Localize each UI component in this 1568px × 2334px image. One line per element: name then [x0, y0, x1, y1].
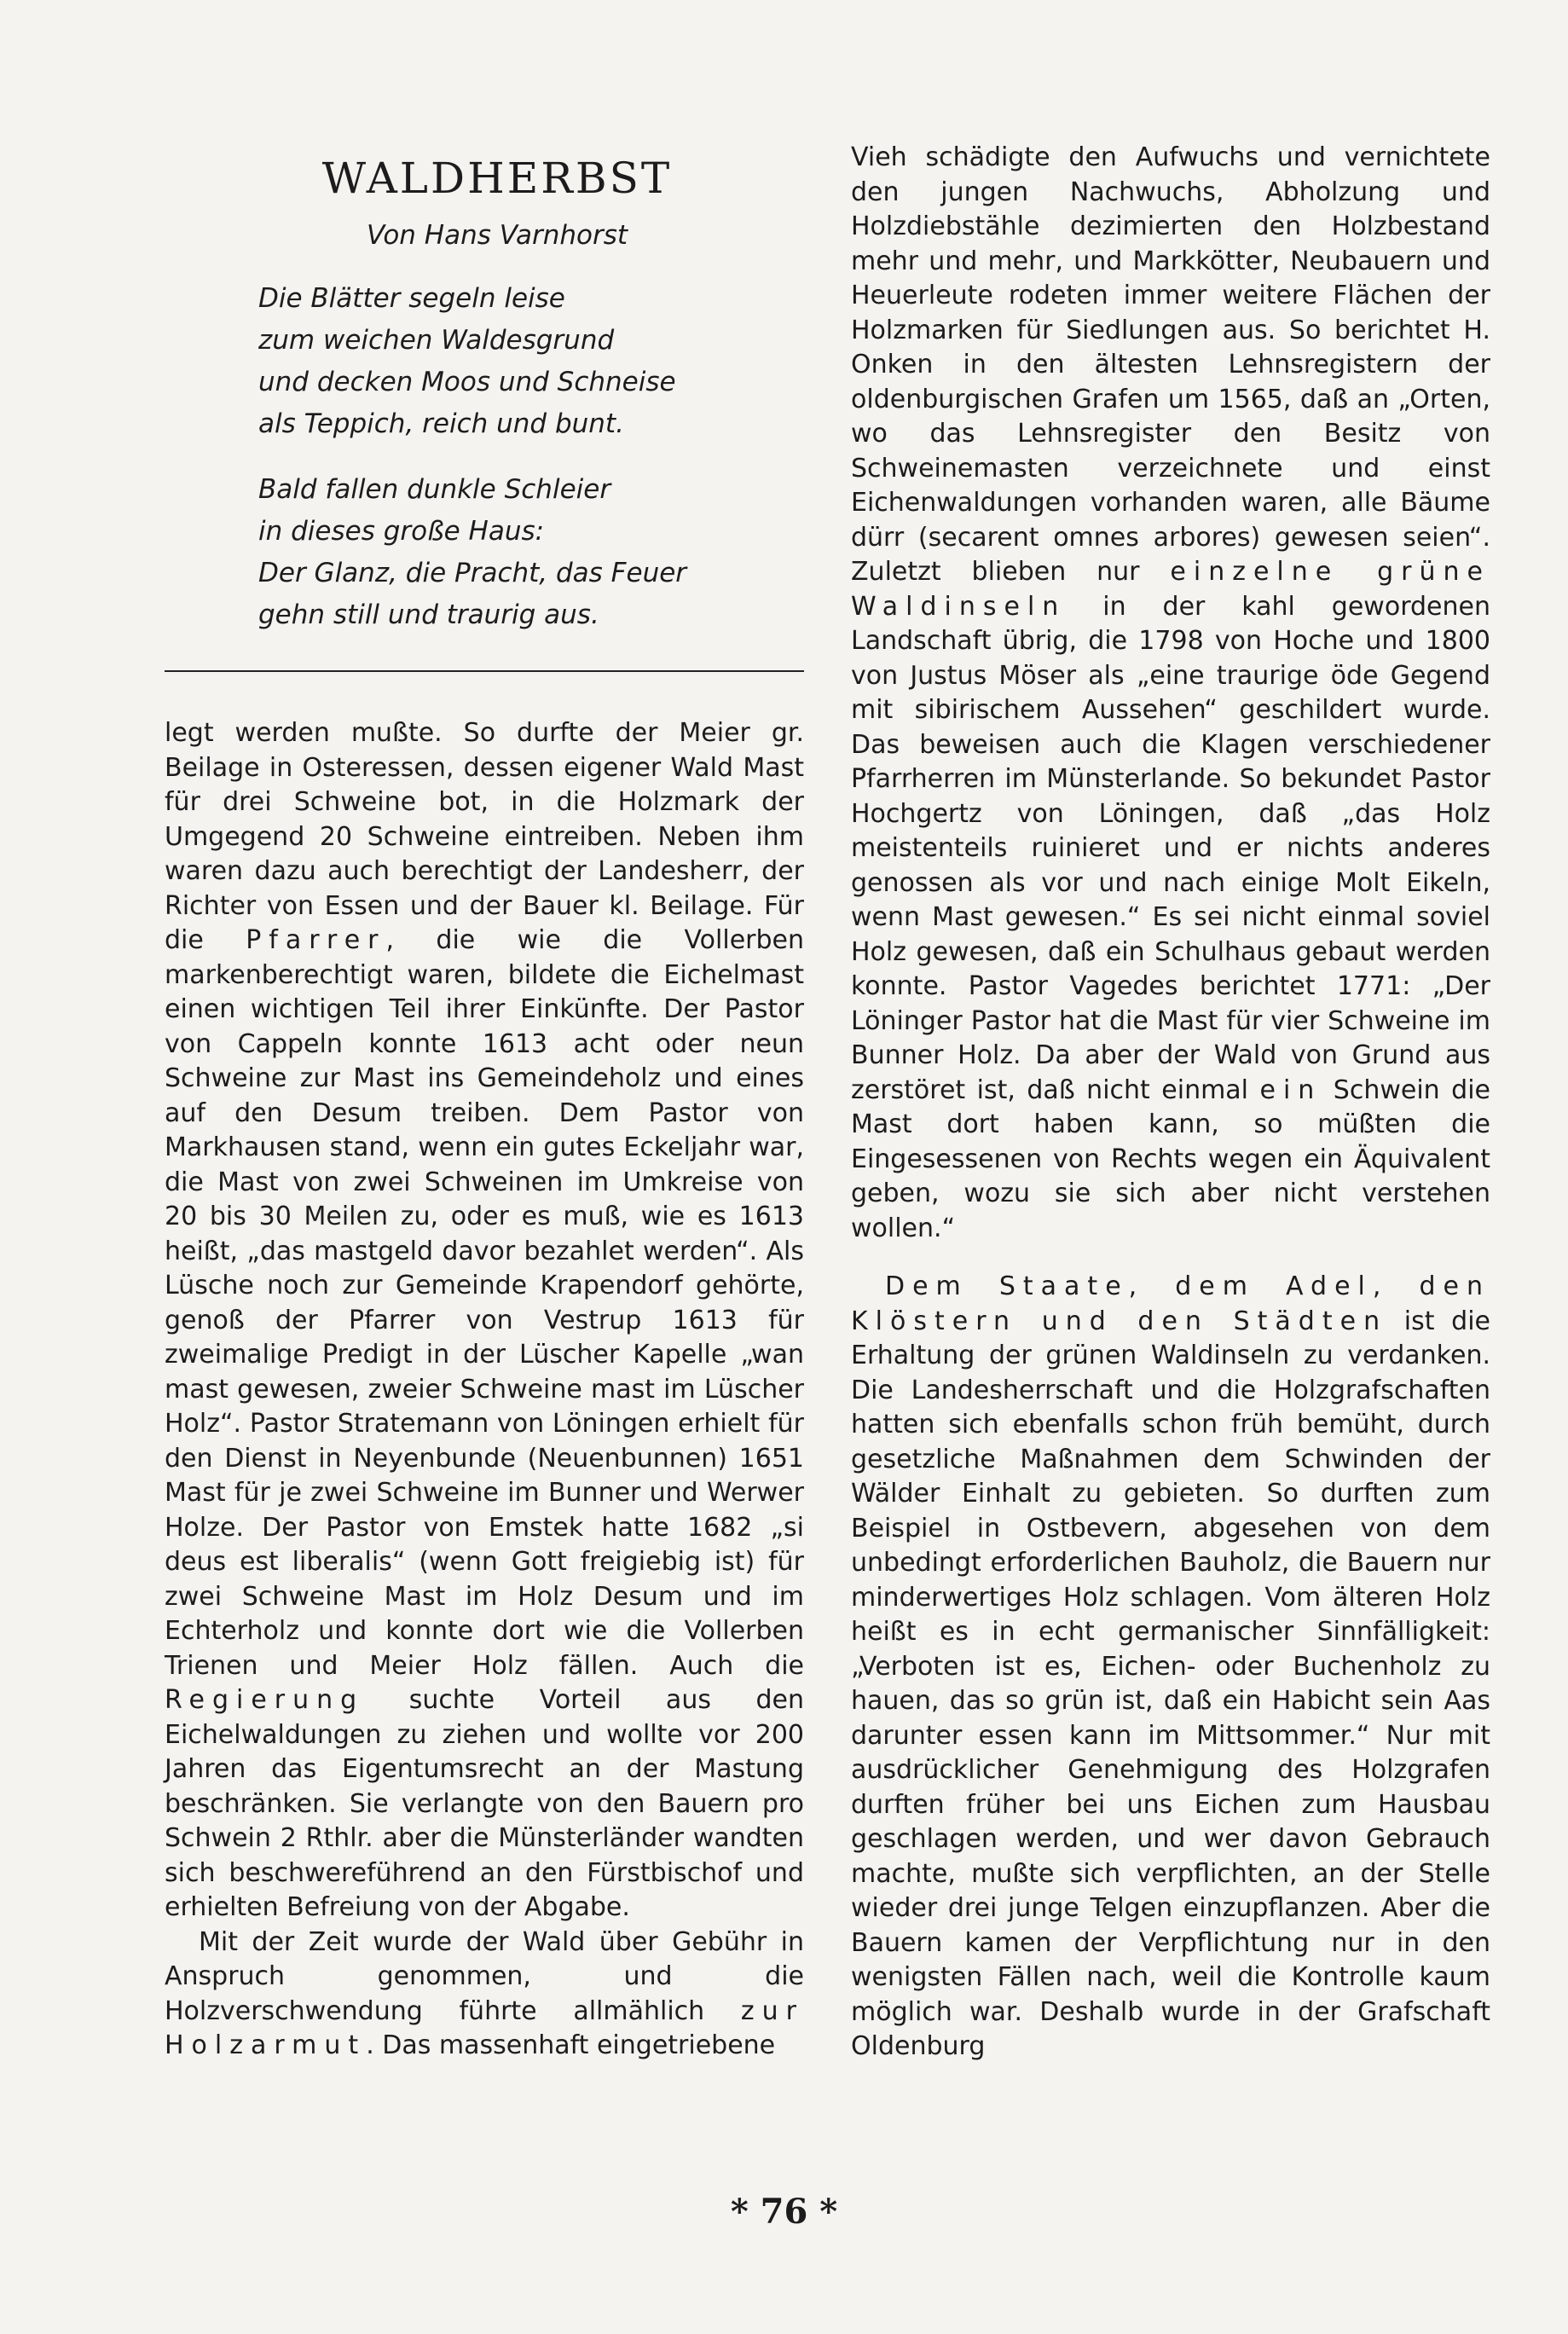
- right-paragraph-2: [851, 1270, 1490, 2065]
- text-run: ist die Erhaltung der grünen Waldinseln zu verdanken. Die Landesherrschaft und die Holzgrafschaften hatten sich ebenfalls schon früh bemüht, durch gesetzliche Maßnahmen dem Schwinden der Wälder Einhalt zu gebieten. So durften zum Beispiel in Ostbevern, abgesehen von dem unbedingt erforderlichen Bauholz, die Bauern nur minderwertiges Holz schlagen. Vom älteren Holz heißt es in echt germanischer Sinnfälligkeit: „Verboten ist es, Eichen- oder Buchenholz zu hauen, das so grün ist, daß ein Habicht sein Aas darunter essen kann im Mittsommer.“ Nur mit ausdrücklicher Genehmigung des Holzgrafen durften früher bei uns Eichen zum Hausbau geschlagen werden, und wer davon Gebrauch machte, mußte sich verpflichten, an der Stelle wieder drei junge Telgen einzupflanzen. Aber die Bauern kamen der Verpflichtung nur in den wenigsten Fällen nach, weil die Kontrolle kaum möglich war. Deshalb wurde in der Grafschaft Oldenburg: [851, 1306, 1490, 2061]
- text-run: Mit der Zeit wurde der Wald über Gebühr in Anspruch genommen, und die Holzverschwendung führte allmählich: [165, 1926, 804, 2026]
- spaced-emphasis: Regierung: [165, 1685, 365, 1715]
- spaced-emphasis: ein: [1259, 1074, 1322, 1105]
- text-run: in der kahl gewordenen Landschaft übrig, die 1798 von Hoche und 1800 von Justus Möser als „eine traurige öde Gegend mit sibirischem Aussehen“ geschildert wurde. Das beweisen auch die Klagen verschiedener Pfarrherren im Münsterlande. So bekundet Pastor Hochgertz von Löningen, daß „das Holz meistenteils ruinieret und er nichts anderes genossen als vor und nach einige Molt Eikeln, wenn Mast gewesen.“ Es sei nicht einmal soviel Holz gewesen, daß ein Schulhaus gebaut werden konnte. Pastor Vagedes berichtet 1771: „Der Löninger Pastor hat die Mast für vier Schweine im Bunner Holz. Da aber der Wald von Grund aus zerstöret ist, daß nicht einmal: [851, 591, 1490, 1105]
- text-run: suchte Vorteil aus den Eichelwaldungen zu ziehen und wollte vor 200 Jahren das Eigentumsrecht an der Mastung beschränken. Sie verlangte von den Bauern pro Schwein 2 Rthlr. aber die Münsterländer wandten sich beschwereführend an den Fürstbischof und erhielten Befreiung von der Abgabe.: [165, 1685, 804, 1922]
- verse-line: zum weichen Waldesgrund: [258, 325, 615, 356]
- verse-line: gehn still und traurig aus.: [258, 599, 599, 630]
- right-column: [851, 141, 1490, 2065]
- text-run: Schwein die Mast dort haben kann, so müßten die Eingesessenen von Rechts wegen ein Äquivalent geben, wozu sie sich aber nicht verstehen wollen.“: [851, 1074, 1490, 1243]
- poem-author: Von Hans Varnhorst: [366, 220, 628, 251]
- poem-stanza-1: [258, 278, 804, 445]
- verse-line: als Teppich, reich und bunt.: [258, 408, 624, 439]
- left-column: [165, 145, 804, 2064]
- verse-line: und decken Moos und Schneise: [258, 367, 676, 397]
- verse-line: Die Blätter segeln leise: [258, 283, 565, 314]
- spaced-emphasis: Pfarrer: [246, 925, 386, 955]
- text-run: , die wie die Vollerben markenberechtigt waren, bildete die Eichelmast einen wichtigen Teil ihrer Einkünfte. Der Pastor von Cappeln konnte 1613 acht oder neun Schweine zur Mast ins Gemeindeholz und eines auf den Desum treiben. Dem Pastor von Markhausen stand, wenn ein gutes Eckeljahr war, die Mast von zwei Schweinen im Umkreise von 20 bis 30 Meilen zu, oder es muß, wie es 1613 heißt, „das mastgeld davor bezahlet werden“. Als Lüsche noch zur Gemeinde Krapendorf gehörte, genoß der Pfarrer von Vestrup 1613 für zweimalige Predigt in der Lüscher Kapelle „wan mast gewesen, zweier Schweine mast im Lüscher Holz“. Pastor Stratemann von Löningen erhielt für den Dienst in Neyenbunde (Neuenbunnen) 1651 Mast für je zwei Schweine im Bunner und Werwer Holze. Der Pastor von Emstek hatte 1682 „si deus est liberalis“ (wenn Gott freigiebig ist) für zwei Schweine Mast im Holz Desum und im Echterholz und konnte dort wie die Vollerben Trienen und Meier Holz fällen. Auch die: [165, 925, 805, 1681]
- poem-title: WALDHERBST: [321, 153, 673, 203]
- verse-line: in dieses große Haus:: [258, 516, 545, 547]
- verse-line: Der Glanz, die Pracht, das Feuer: [258, 558, 687, 588]
- text-run: . Das massenhaft eingetriebene: [366, 2030, 776, 2060]
- poem-stanza-2: [258, 469, 804, 636]
- text-run: Vieh schädigte den Aufwuchs und vernichtete den jungen Nachwuchs, Abholzung und Holzdiebstähle dezimierten den Holzbestand mehr und mehr, und Markkötter, Neubauern und Heuerleute rodeten immer weitere Flächen der Holzmarken für Siedlungen aus. So berichtet H. Onken in den ältesten Lehnsregistern der oldenburgischen Grafen um 1565, daß an „Orten, wo das Lehnsregister den Besitz von Schweinemasten verzeichnete und einst Eichenwaldungen vorhanden waren, alle Bäume dürr (secarent omnes arbores) gewesen seien“. Zuletzt blieben nur: [851, 142, 1490, 587]
- right-paragraph-1: [851, 141, 1490, 1246]
- text-run: legt werden mußte. So durfte der Meier gr. Beilage in Osteressen, dessen eigener Wald Mast für drei Schweine bot, in die Holzmark der Umgegend 20 Schweine eintreiben. Neben ihm waren dazu auch berechtigt der Landesherr, der Richter von Essen und der Bauer kl. Beilage. Für die: [165, 718, 804, 955]
- spaced-emphasis: Dem Staate, dem Adel, den Klöstern und den Städten: [851, 1271, 1490, 1336]
- page-number: * 76 *: [730, 2192, 838, 2232]
- left-paragraph-2: [165, 1926, 804, 2064]
- spaced-emphasis: einzelne grüne Waldinseln: [851, 557, 1490, 622]
- divider-rule: [165, 670, 804, 672]
- spaced-emphasis: zur Holzarmut: [165, 1995, 804, 2060]
- left-paragraph-1: [165, 716, 804, 1926]
- verse-line: Bald fallen dunkle Schleier: [258, 474, 611, 505]
